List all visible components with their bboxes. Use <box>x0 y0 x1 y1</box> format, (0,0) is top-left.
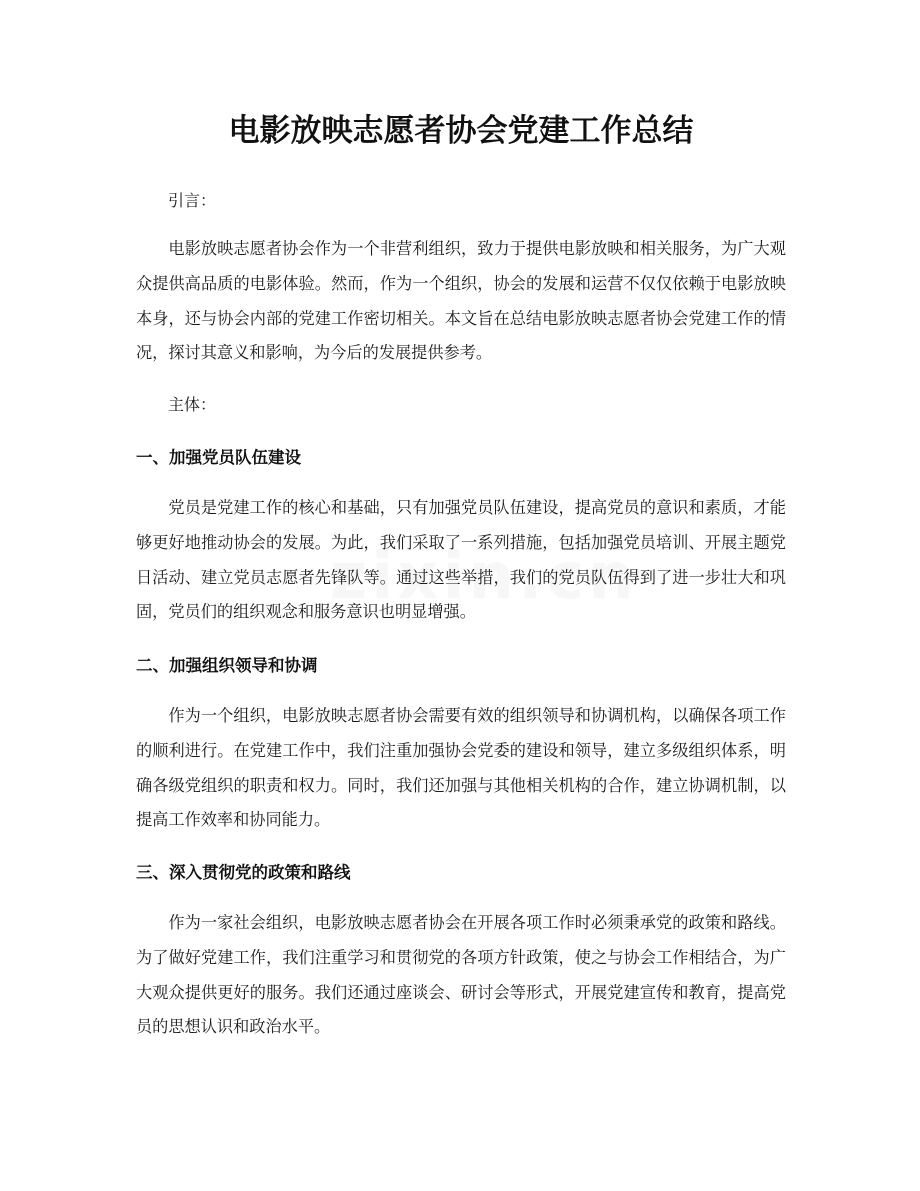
section-heading-3: 三、深入贯彻党的政策和路线 <box>136 863 351 882</box>
section-paragraph-2: 作为一个组织，电影放映志愿者协会需要有效的组织领导和协调机构，以确保各项工作的顺利进行。在党建工作中，我们注重加强协会党委的建设和领导，建立多级组织体系，明确各级党组织的职责和权力。同时，我们还加强与其他相关机构的合作，建立协调机制，以提高工作效率和协同能力。 <box>136 706 786 830</box>
page-title: 电影放映志愿者协会党建工作总结 <box>228 113 694 149</box>
body-label: 主体： <box>168 395 217 414</box>
intro-paragraph: 电影放映志愿者协会作为一个非营利组织，致力于提供电影放映和相关服务，为广大观众提供高品质的电影体验。然而，作为一个组织，协会的发展和运营不仅仅依赖于电影放映本身，还与协会内部的党建工作密切相关。本文旨在总结电影放映志愿者协会党建工作的情况，探讨其意义和影响，为今后的发展提供参考。 <box>136 239 786 363</box>
intro-label: 引言： <box>168 191 217 210</box>
section-paragraph-3: 作为一家社会组织，电影放映志愿者协会在开展各项工作时必须秉承党的政策和路线。为了做好党建工作，我们注重学习和贯彻党的各项方针政策，使之与协会工作相结合，为广大观众提供更好的服务。我们还通过座谈会、研讨会等形式，开展党建宣传和教育，提高党员的思想认识和政治水平。 <box>136 913 786 1037</box>
section-heading-2: 二、加强组织领导和协调 <box>136 656 318 675</box>
section-paragraph-1: 党员是党建工作的核心和基础，只有加强党员队伍建设，提高党员的意识和素质，才能够更好地推动协会的发展。为此，我们采取了一系列措施，包括加强党员培训、开展主题党日活动、建立党员志愿者先锋队等。通过这些举措，我们的党员队伍得到了进一步壮大和巩固，党员们的组织观念和服务意识也明显增强。 <box>136 498 786 622</box>
section-heading-1: 一、加强党员队伍建设 <box>136 448 301 467</box>
